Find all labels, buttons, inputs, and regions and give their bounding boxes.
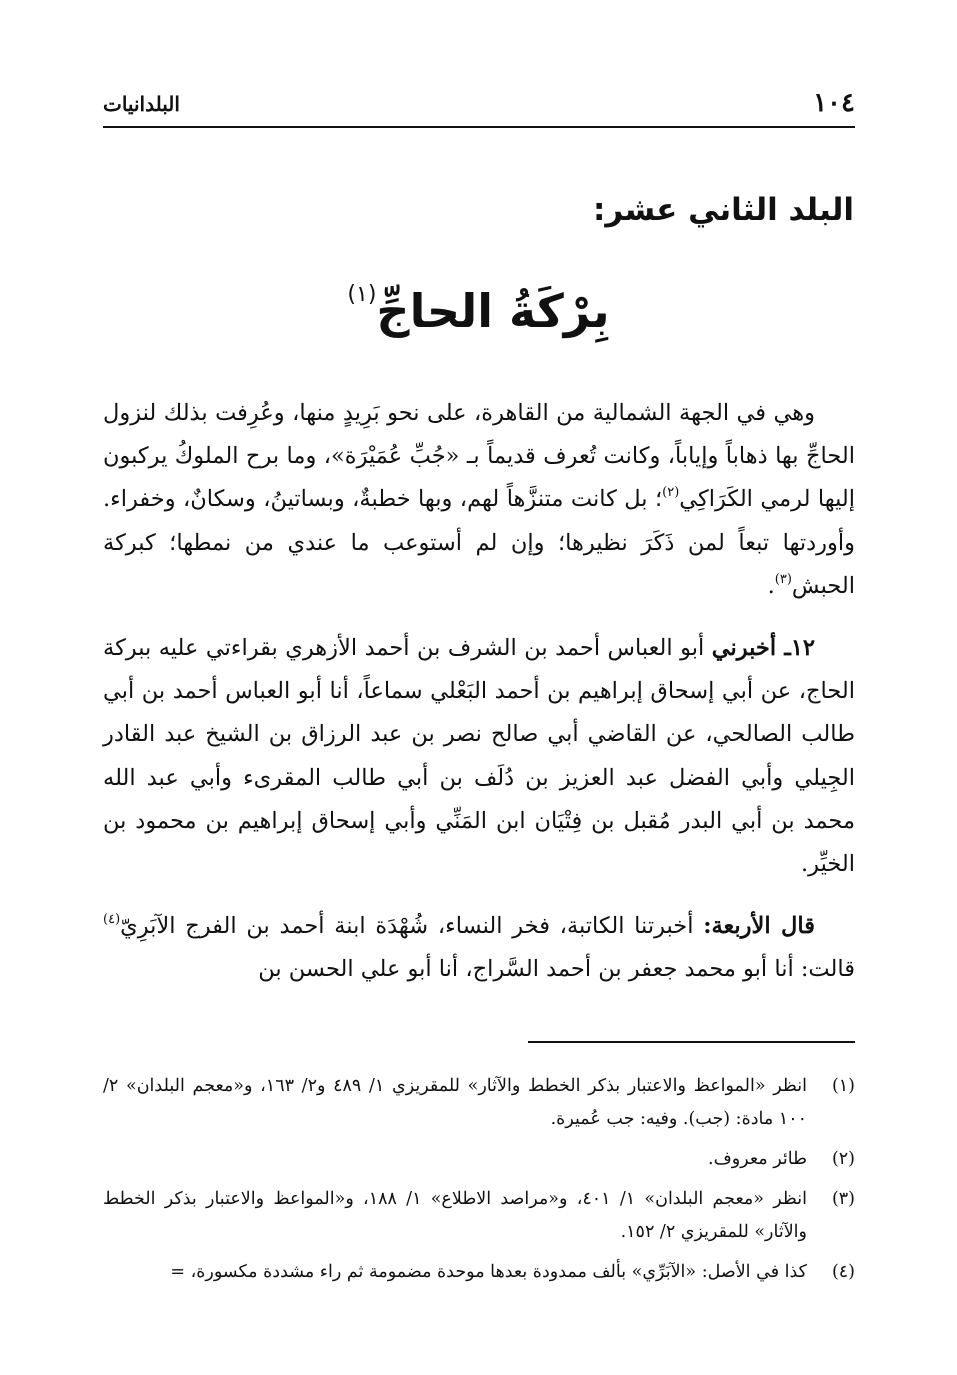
intro-paragraph — [103, 392, 855, 608]
paragraph-text: أبو العباس أحمد بن الشرف بن أحمد الأزهري بقراءتي عليه ببركة الحاج، عن أبي إسحاق إبراهيم بن أحمد البَعْلي سماعاً، أنا أبو العباس أحمد بن أبي طالب الصالحي، عن القاضي أبي صالح نصر بن عبد الرزاق بن الشيخ عبد القادر الجِيلي وأبي الفضل عبد العزيز بن دُلَف بن أبي طالب المقرىء وأبي عبد الله محمد بن أبي البدر مُقبل بن فِتْيَان ابن المَنِّي وأبي إسحاق إبراهيم بن محمود بن الخيِّر. — [103, 635, 855, 878]
running-title: البلدانيات — [103, 92, 180, 116]
footnote-number: (١) — [831, 1076, 855, 1096]
narration-paragraph — [103, 905, 855, 991]
body-text — [103, 392, 855, 992]
place-title — [0, 282, 957, 338]
narration-lead: قال الأربعة: — [703, 913, 815, 940]
page-number: ١٠٤ — [813, 88, 855, 118]
place-title-text: بِرْكَةُ الحاجِّ — [376, 284, 610, 338]
footnote-ref: (٣) — [774, 571, 792, 587]
footnote-text: انظر «المواعظ والاعتبار بذكر الخطط والآثار» للمقريزي ١/ ٤٨٩ و٢/ ١٦٣، و«معجم البلدان» ٢/ ١٠٠ مادة: (جب). وفيه: جب عُميرة. — [103, 1076, 807, 1129]
footnotes — [103, 1070, 855, 1296]
footnote — [103, 1143, 855, 1176]
footnote — [103, 1256, 855, 1289]
paragraph-text: ؛ بل كانت متنزَّهاً لهم، وبها خطبةٌ، وبساتينُ، وسكانٌ، وخفراء. وأوردتها تبعاً لمن ذَكَرَ نظيرها؛ وإن لم أستوعب ما عندي من نمطها؛ كبركة الحبش — [103, 486, 855, 599]
footnote-ref: (٤) — [103, 912, 121, 928]
footnote-text: انظر «معجم البلدان» ١/ ٤٠١، و«مراصد الاطلاع» ١/ ١٨٨، و«المواعظ والاعتبار بذكر الخطط والآثار» للمقريزي ٢/ ١٥٢. — [103, 1189, 807, 1242]
page-header — [103, 88, 855, 128]
footnote-text: طائر معروف. — [708, 1149, 807, 1169]
footnote-separator — [528, 1041, 855, 1043]
hadith-number-lead: ١٢ـ أخبرني — [711, 635, 815, 662]
footnote-text: كذا في الأصل: «الآبَرِّي» بألف ممدودة بعدها موحدة مضمومة ثم راء مشددة مكسورة، = — [170, 1262, 807, 1282]
footnote-ref: (٢) — [662, 485, 680, 501]
footnote — [103, 1070, 855, 1136]
hadith-paragraph — [103, 627, 855, 886]
paragraph-text: وهي في الجهة الشمالية من القاهرة، على نحو بَرِيدٍ منها، وعُرِفت بذلك لنزول الحاجِّ بها ذهاباً وإياباً، وكانت تُعرف قديماً بـ «جُبِّ عُمَيْرَة»، وما برح الملوكُ يركبون إليها لرمي الكَرَاكِي — [103, 400, 855, 513]
footnote-ref: (١) — [347, 282, 377, 307]
section-heading: البلد الثاني عشر: — [592, 192, 854, 228]
paragraph-text: أخبرتنا الكاتبة، فخر النساء، شُهْدَة ابنة أحمد بن الفرج الآبَرِيّ — [120, 913, 704, 940]
paragraph-text: قالت: أنا أبو محمد جعفر بن أحمد السَّراج، أنا أبو علي الحسن بن — [258, 956, 855, 983]
footnote-number: (٤) — [831, 1262, 855, 1282]
footnote-number: (٣) — [831, 1189, 855, 1209]
footnote-number: (٢) — [831, 1149, 855, 1169]
footnote — [103, 1183, 855, 1249]
paragraph-text: . — [767, 572, 775, 599]
